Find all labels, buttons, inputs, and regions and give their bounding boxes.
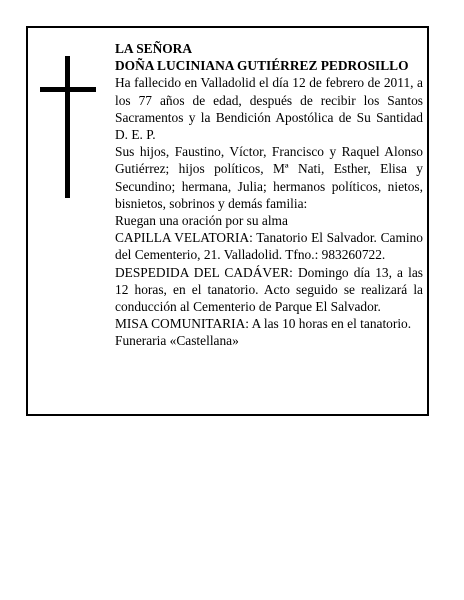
mass-info: MISA COMUNITARIA: A las 10 horas en el tanatorio. (115, 316, 412, 332)
obituary-notice (26, 26, 429, 416)
funeral-home: Funeraria «Castellana» (115, 333, 239, 349)
cross-icon (40, 56, 96, 198)
heading-title: LA SEÑORA (115, 41, 193, 56)
death-announcement: Ha fallecido en Valladolid el día 12 de febrero de 2011, a los 77 años de edad, después de recibir los Santos Sacramentos y la Bendición Apostólica de Su Santidad D. E. P. (115, 75, 423, 143)
prayer-request: Ruegan una oración por su alma (115, 213, 288, 229)
farewell-info: DESPEDIDA DEL CADÁVER: Domingo día 13, a las 12 horas, en el tanatorio. Acto seguido se realizará la conducción al Cementerio de Parque El Salvador. (115, 264, 423, 315)
deceased-name: DOÑA LUCINIANA GUTIÉRREZ PEDROSILLO (115, 58, 409, 74)
notice-text (115, 40, 423, 350)
family-list: Sus hijos, Faustino, Víctor, Francisco y Raquel Alonso Gutiérrez; hijos políticos, Mª Nati, Esther, Elisa y Secundino; hermana, Julia; hermanos políticos, nietos, bisnietos, sobrinos y demás familia: (115, 144, 423, 211)
wake-chapel-info: CAPILLA VELATORIA: Tanatorio El Salvador. Camino del Cementerio, 21. Valladolid. Tfno.: 983260722. (115, 230, 423, 263)
cross-vertical-bar (65, 56, 70, 198)
cross-horizontal-bar (40, 87, 96, 92)
